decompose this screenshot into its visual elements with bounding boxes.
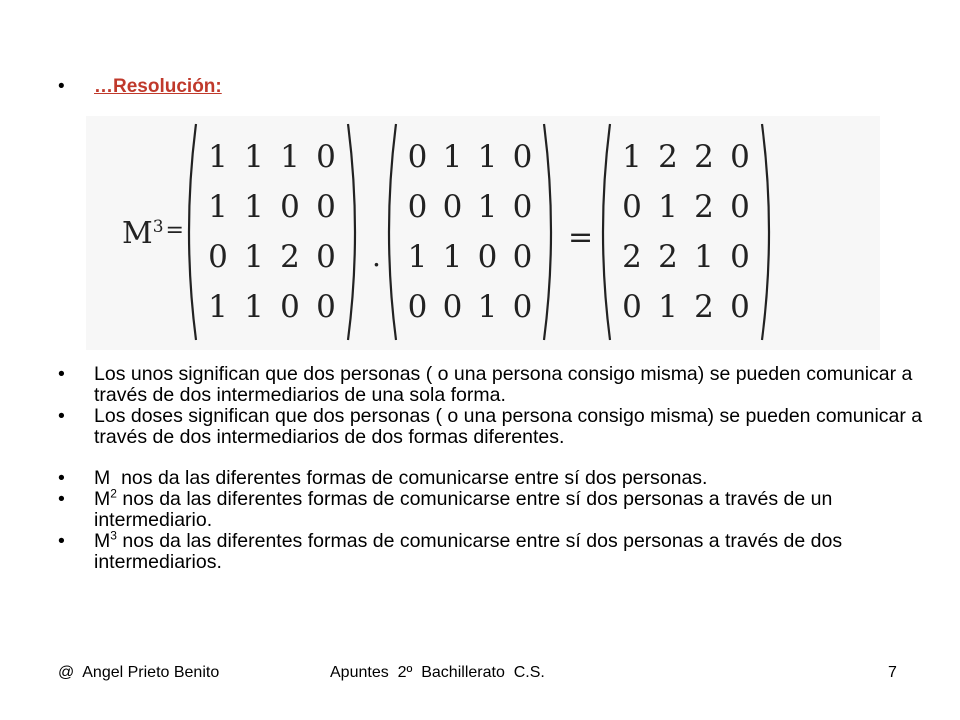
matrix-cell: 0 [208, 239, 228, 275]
matrix-cell: 1 [244, 289, 264, 325]
matrix-result [594, 122, 778, 342]
footer-page-number: 7 [888, 664, 897, 681]
matrix-exponent: 2 [110, 486, 117, 501]
list-item [58, 406, 928, 448]
matrix-cell: 1 [442, 239, 463, 275]
matrix-cell: 2 [694, 189, 714, 225]
matrix-cell: 0 [730, 139, 750, 175]
matrix-exponent: 3 [110, 528, 117, 543]
matrix-cell: 0 [622, 189, 642, 225]
matrix-cell: 0 [442, 189, 463, 225]
matrix-label [122, 216, 184, 251]
matrix-cell: 0 [316, 289, 336, 325]
list-item-text: $M^3$ nos da las diferentes formas de comunicarse entre sí dos personas a través de dos intermediarios. [94, 528, 848, 573]
matrix-cell: 1 [658, 189, 678, 225]
matrix-cell: 1 [442, 139, 463, 175]
matrix-cell: 0 [407, 139, 428, 175]
slide-heading [58, 76, 222, 98]
left-paren-icon [180, 122, 198, 342]
list-item-text: $M^2$ nos da las diferentes formas de comunicarse entre sí dos personas a través de un intermediario. [94, 486, 838, 531]
matrix-cell: 0 [512, 189, 533, 225]
matrix-cell: 0 [512, 289, 533, 325]
bullet: • [58, 488, 65, 510]
heading-bullet: • [58, 76, 65, 97]
matrix-cell: 0 [730, 289, 750, 325]
matrix-cell: 1 [658, 289, 678, 325]
matrix-cell: 0 [407, 189, 428, 225]
list-item [58, 528, 928, 573]
matrix-cell: 1 [208, 289, 228, 325]
matrix-cell: 1 [477, 189, 498, 225]
list-item-text: Los doses significan que dos personas ( o una persona consigo misma) se pueden comunicar a través de dos intermediarios de dos formas diferentes. [94, 405, 923, 448]
matrix-cell: 0 [316, 239, 336, 275]
matrix-cell: 0 [280, 189, 300, 225]
matrix-cell: 1 [407, 239, 428, 275]
matrix-label-exp: 3 [152, 217, 164, 237]
matrix-cell: 0 [316, 189, 336, 225]
matrix-cell: 1 [477, 139, 498, 175]
matrix-cell: 1 [208, 139, 228, 175]
multiply-dot: . [372, 240, 381, 273]
matrix-cell: 0 [280, 289, 300, 325]
matrix-equation-image [86, 116, 880, 350]
list-item-text: Los unos significan que dos personas ( o una persona consigo misma) se pueden comunicar a través de dos intermediarios de una sola forma. [94, 363, 913, 406]
bullet: • [58, 467, 65, 489]
matrix-a-grid [200, 132, 344, 332]
list-item [58, 486, 928, 531]
matrix-cell: 1 [244, 239, 264, 275]
matrix-cell: 1 [280, 139, 300, 175]
matrix-cell: 2 [658, 239, 678, 275]
matrix-symbol: M [94, 467, 111, 489]
matrix-label-eq: = [165, 218, 184, 243]
matrix-cell: 1 [244, 189, 264, 225]
list-item [58, 364, 928, 406]
matrix-cell: 0 [730, 189, 750, 225]
matrix-a [180, 122, 364, 342]
matrix-b [380, 122, 560, 342]
bullet: • [58, 530, 65, 552]
right-paren-icon [542, 122, 560, 342]
right-paren-icon [346, 122, 364, 342]
matrix-b-grid [400, 132, 540, 332]
matrix-cell: 2 [622, 239, 642, 275]
explanation-list [58, 364, 928, 573]
matrix-cell: 0 [477, 239, 498, 275]
list-item-text: M nos da las diferentes formas de comunicarse entre sí dos personas. [94, 467, 708, 489]
matrix-cell: 2 [694, 289, 714, 325]
left-paren-icon [594, 122, 612, 342]
matrix-cell: 1 [477, 289, 498, 325]
matrix-cell: 0 [730, 239, 750, 275]
matrix-cell: 2 [280, 239, 300, 275]
bullet: • [58, 363, 65, 385]
footer-author: @ Angel Prieto Benito [58, 664, 220, 681]
right-paren-icon [760, 122, 778, 342]
matrix-cell: 0 [512, 239, 533, 275]
matrix-symbol: M [94, 530, 111, 552]
matrix-symbol: M [94, 488, 111, 510]
matrix-cell: 0 [512, 139, 533, 175]
matrix-cell: 0 [407, 289, 428, 325]
matrix-cell: 0 [622, 289, 642, 325]
bullet: • [58, 405, 65, 427]
matrix-cell: 0 [316, 139, 336, 175]
matrix-cell: 1 [244, 139, 264, 175]
matrix-cell: 2 [658, 139, 678, 175]
matrix-cell: 2 [694, 139, 714, 175]
heading-text: …Resolución: [94, 76, 222, 97]
equals-sign: = [568, 220, 594, 255]
matrix-label-base: M [122, 216, 153, 251]
footer-course: Apuntes 2º Bachillerato C.S. [330, 664, 545, 681]
matrix-result-grid [614, 132, 758, 332]
matrix-cell: 1 [694, 239, 714, 275]
matrix-cell: 1 [208, 189, 228, 225]
matrix-cell: 0 [442, 289, 463, 325]
matrix-cell: 1 [622, 139, 642, 175]
list-item [58, 468, 928, 489]
left-paren-icon [380, 122, 398, 342]
